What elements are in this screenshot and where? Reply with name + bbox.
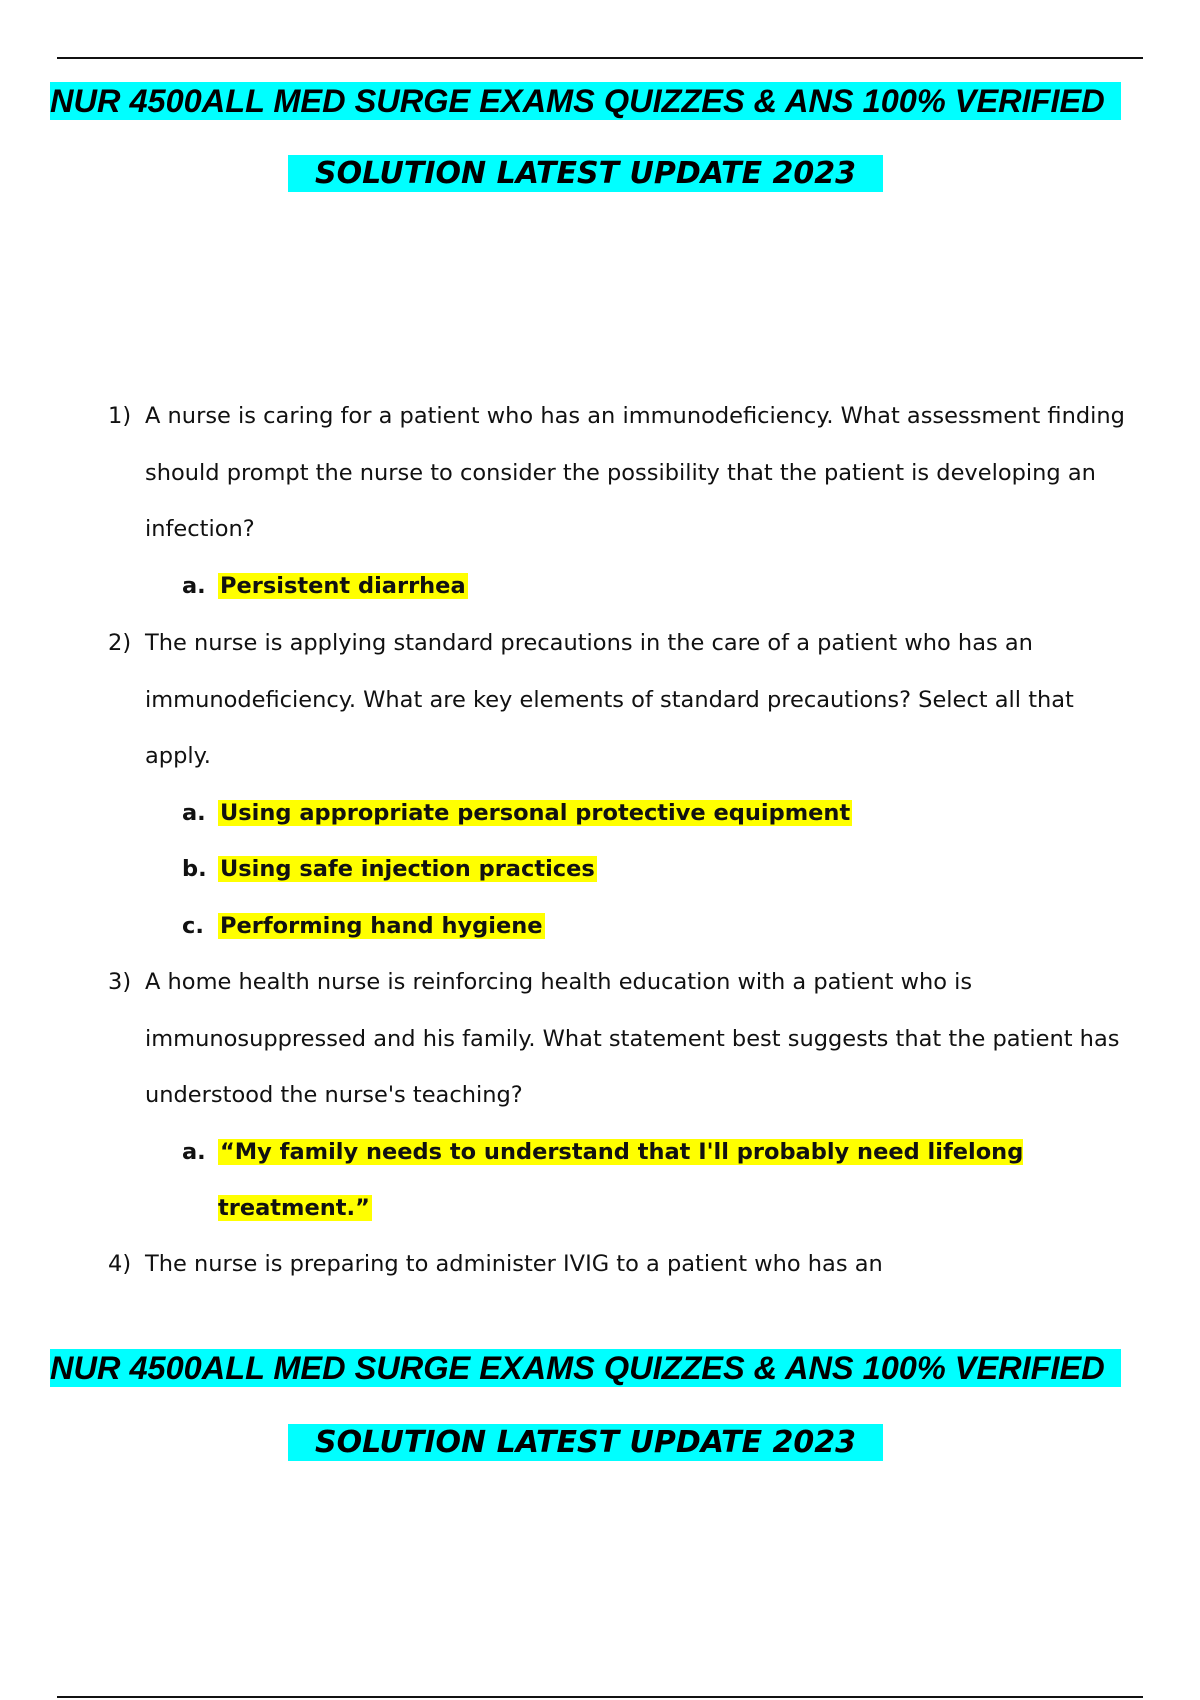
- question-number: 3): [108, 969, 132, 995]
- answer-text: Persistent diarrhea: [220, 572, 466, 599]
- banner-title-line2: SOLUTION LATEST UPDATE 2023: [288, 155, 883, 192]
- answer-letter: a.: [182, 799, 206, 826]
- question-number: 1): [108, 403, 132, 429]
- answer-letter: a.: [182, 1138, 206, 1165]
- answer-text: Using safe injection practices: [220, 856, 595, 882]
- answer-list: [108, 785, 1148, 955]
- question-number: 4): [108, 1251, 132, 1277]
- answer-text: Performing hand hygiene: [220, 912, 543, 939]
- answer-letter: a.: [182, 572, 206, 599]
- answer-item: [108, 558, 1108, 615]
- answer-item: [108, 898, 1108, 955]
- answer-item: [108, 1124, 1108, 1237]
- question-text: The nurse is preparing to administer IVIG to a patient who has an: [145, 1251, 883, 1277]
- question-1: [108, 388, 1148, 614]
- question-text: A nurse is caring for a patient who has an immunodeficiency. What assessment finding should prompt the nurse to consider the possibility that the patient is developing an infection?: [145, 403, 1125, 542]
- answer-letter: b.: [182, 856, 207, 882]
- question-number: 2): [108, 630, 132, 656]
- question-4: [108, 1236, 1148, 1293]
- top-rule: [57, 57, 1143, 59]
- question-2: [108, 615, 1148, 954]
- banner-title-line2: SOLUTION LATEST UPDATE 2023: [288, 1424, 883, 1461]
- answer-list: [108, 1124, 1148, 1237]
- answer-list: [108, 558, 1148, 615]
- answer-item: [108, 785, 1108, 842]
- question-text: A home health nurse is reinforcing health education with a patient who is immunosuppressed and his family. What statement best suggests that the patient has understood the nurse's teaching?: [145, 969, 1120, 1108]
- question-3: [108, 954, 1148, 1237]
- answer-text: “My family needs to understand that I'll probably need lifelong treatment.”: [218, 1138, 1024, 1221]
- answer-text: Using appropriate personal protective equipment: [220, 799, 851, 826]
- question-text: The nurse is applying standard precautions in the care of a patient who has an immunodeficiency. What are key elements of standard precautions? Select all that apply.: [145, 630, 1074, 769]
- banner-title-line1: NUR 4500ALL MED SURGE EXAMS QUIZZES & ANS 100% VERIFIED: [50, 82, 1121, 120]
- banner-title-line1: NUR 4500ALL MED SURGE EXAMS QUIZZES & ANS 100% VERIFIED: [50, 1349, 1121, 1387]
- answer-item: [108, 841, 1108, 898]
- answer-letter: c.: [182, 912, 204, 939]
- bottom-rule: [57, 1696, 1143, 1698]
